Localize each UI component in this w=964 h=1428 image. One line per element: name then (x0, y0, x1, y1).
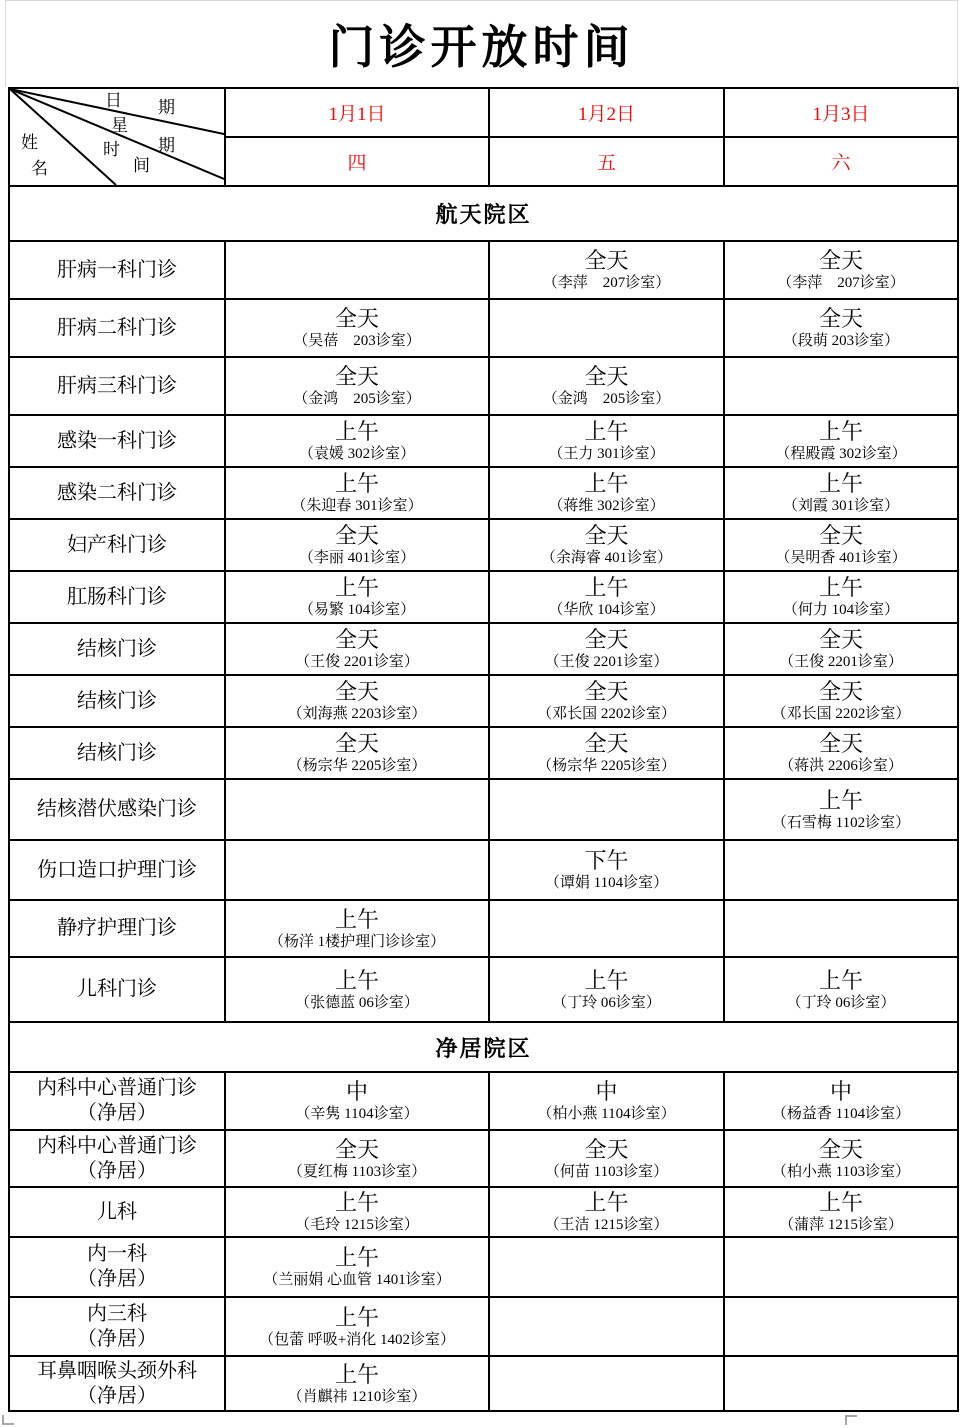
schedule-cell (724, 727, 958, 779)
section-title: 净居院区 (9, 1022, 958, 1072)
time-of-day-label: 全天 (334, 523, 379, 548)
schedule-cell (489, 840, 724, 900)
dept-label: 肝病二科门诊 (57, 316, 177, 339)
time-of-day-label: 上午 (818, 419, 863, 444)
weekday-header-2: 五 (489, 137, 724, 186)
dept-cell (9, 467, 225, 519)
schedule-cell (724, 571, 958, 623)
time-of-day-label: 上午 (818, 575, 863, 600)
schedule-cell (489, 779, 724, 840)
table-row (9, 241, 958, 299)
schedule-cell (489, 1130, 724, 1187)
schedule-cell (724, 623, 958, 675)
time-of-day-label: 全天 (818, 1136, 863, 1162)
schedule-cell (489, 357, 724, 415)
time-of-day-label: 中 (829, 1079, 852, 1104)
dept-cell (9, 840, 225, 900)
time-of-day-label: 上午 (584, 471, 629, 496)
doctor-room-label: （谭娟 1104诊室） (544, 875, 669, 891)
doctor-room-label: （刘海燕 2203诊室） (287, 706, 427, 722)
schedule-cell (225, 840, 489, 900)
doctor-room-label: （王俊 2201诊室） (779, 654, 903, 670)
corner-label-date-1: 日 (105, 91, 122, 110)
schedule-cell (225, 519, 489, 571)
dept-label: 肛肠科门诊 (67, 585, 167, 608)
schedule-cell (225, 299, 489, 357)
schedule-cell (724, 1237, 958, 1297)
doctor-room-label: （杨宗华 2205诊室） (537, 758, 676, 774)
doctor-room-label: （王俊 2201诊室） (544, 654, 669, 670)
table-row (9, 467, 958, 519)
doctor-room-label: （杨宗华 2205诊室） (287, 758, 427, 774)
time-of-day-label: 全天 (334, 679, 379, 704)
dept-cell (9, 1297, 225, 1356)
time-of-day-label: 全天 (584, 731, 629, 756)
schedule-cell (225, 1356, 489, 1411)
doctor-room-label: （金鸿 205诊室） (542, 391, 671, 407)
dept-label: 儿科 (97, 1200, 137, 1223)
time-of-day-label: 中 (345, 1079, 368, 1104)
table-row (9, 623, 958, 675)
schedule-cell (724, 241, 958, 299)
schedule-cell (724, 415, 958, 467)
doctor-room-label: （金鸿 205诊室） (293, 391, 421, 407)
dept-label: （净居） (77, 1159, 157, 1182)
doctor-room-label: （李丽 401诊室） (298, 550, 416, 566)
schedule-cell (489, 1187, 724, 1237)
date-header-2: 1月2日 (489, 88, 724, 137)
dept-cell (9, 357, 225, 415)
dept-label: 伤口造口护理门诊 (37, 858, 197, 881)
table-header (9, 88, 958, 186)
doctor-room-label: （丁玲 06诊室） (552, 994, 661, 1011)
schedule-cell (724, 779, 958, 840)
doctor-room-label: （包蕾 呼吸+消化 1402诊室） (259, 1331, 455, 1348)
schedule-cell (225, 1237, 489, 1297)
doctor-room-label: （王力 301诊室） (548, 446, 665, 462)
dept-cell (9, 1237, 225, 1297)
dept-cell (9, 571, 225, 623)
dept-cell (9, 1356, 225, 1411)
schedule-cell (724, 357, 958, 415)
schedule-cell (489, 1356, 724, 1411)
doctor-room-label: （毛玲 1215诊室） (295, 1217, 419, 1233)
time-of-day-label: 下午 (584, 848, 629, 873)
schedule-cell (225, 779, 489, 840)
doctor-room-label: （华欣 104诊室） (548, 602, 665, 618)
dept-label: （净居） (77, 1102, 157, 1124)
dept-label: 儿科门诊 (77, 978, 157, 1000)
time-of-day-label: 上午 (334, 1304, 379, 1330)
time-of-day-label: 上午 (818, 967, 863, 993)
time-of-day-label: 上午 (334, 1245, 379, 1270)
schedule-cell (225, 623, 489, 675)
schedule-cell (225, 415, 489, 467)
time-of-day-label: 全天 (584, 248, 629, 273)
schedule-cell (489, 571, 724, 623)
table-row (9, 779, 958, 840)
schedule-cell (489, 727, 724, 779)
time-of-day-label: 上午 (584, 419, 629, 444)
dept-cell (9, 299, 225, 357)
doctor-room-label: （柏小燕 1103诊室） (771, 1163, 911, 1180)
table-row (9, 840, 958, 900)
time-of-day-label: 全天 (818, 248, 863, 273)
schedule-cell (724, 1297, 958, 1356)
dept-label: 静疗护理门诊 (57, 917, 177, 939)
doctor-room-label: （刘霞 301诊室） (782, 498, 900, 514)
time-of-day-label: 上午 (584, 967, 629, 993)
time-of-day-label: 全天 (818, 523, 863, 548)
doctor-room-label: （丁玲 06诊室） (786, 994, 896, 1011)
schedule-cell (724, 840, 958, 900)
schedule-cell (225, 571, 489, 623)
schedule-cell (489, 1237, 724, 1297)
dept-cell (9, 900, 225, 957)
corner-label-name-1: 姓 (21, 133, 38, 152)
schedule-cell (724, 1187, 958, 1237)
schedule-cell (724, 957, 958, 1022)
page-title: 门诊开放时间 (328, 22, 635, 73)
schedule-cell (225, 1297, 489, 1356)
time-of-day-label: 中 (595, 1079, 618, 1104)
dept-cell (9, 957, 225, 1022)
dept-label: 结核门诊 (77, 637, 157, 660)
dept-label: 妇产科门诊 (67, 533, 167, 556)
dept-label: 感染二科门诊 (57, 481, 177, 504)
time-of-day-label: 全天 (334, 1136, 379, 1162)
time-of-day-label: 上午 (584, 575, 629, 600)
dept-label: 耳鼻咽喉头颈外科 (37, 1359, 197, 1382)
doctor-room-label: （何力 104诊室） (782, 602, 900, 618)
dept-cell (9, 241, 225, 299)
time-of-day-label: 全天 (818, 306, 863, 331)
time-of-day-label: 全天 (334, 364, 379, 389)
table-row (9, 1297, 958, 1356)
section-header-row (9, 1022, 958, 1072)
campus-section (9, 1022, 958, 1411)
date-header-3: 1月3日 (724, 88, 958, 137)
schedule-cell (489, 900, 724, 957)
schedule-cell (225, 1072, 489, 1130)
schedule-cell (225, 1130, 489, 1187)
dept-label: 肝病三科门诊 (57, 374, 177, 397)
doctor-room-label: （夏红梅 1103诊室） (287, 1163, 427, 1180)
doctor-room-label: （张德蓝 06诊室） (295, 994, 419, 1011)
doctor-room-label: （肖麒祎 1210诊室） (287, 1388, 427, 1405)
table-row (9, 519, 958, 571)
dept-label: （净居） (77, 1268, 157, 1290)
schedule-cell (489, 467, 724, 519)
doctor-room-label: （王洁 1215诊室） (544, 1217, 669, 1233)
table-row (9, 1072, 958, 1130)
schedule-cell (489, 1297, 724, 1356)
doctor-room-label: （吴蓓 203诊室） (293, 333, 421, 349)
table-row (9, 1130, 958, 1187)
time-of-day-label: 全天 (584, 627, 629, 652)
schedule-cell (225, 675, 489, 727)
doctor-room-label: （李萍 207诊室） (777, 275, 905, 291)
dept-label: 内科中心普通门诊 (37, 1134, 197, 1157)
schedule-cell (724, 1072, 958, 1130)
doctor-room-label: （李萍 207诊室） (542, 275, 671, 291)
corner-label-time-1: 时 (103, 140, 120, 159)
table-row (9, 1187, 958, 1237)
time-of-day-label: 全天 (334, 306, 379, 331)
doctor-room-label: （石雪梅 1102诊室） (771, 814, 911, 831)
time-of-day-label: 全天 (584, 679, 629, 704)
doctor-room-label: （蒋维 302诊室） (548, 498, 665, 514)
doctor-room-label: （兰丽娟 心血管 1401诊室） (263, 1272, 451, 1288)
schedule-cell (724, 1130, 958, 1187)
doctor-room-label: （程殿霞 302诊室） (775, 446, 907, 462)
schedule-cell (724, 900, 958, 957)
table-row (9, 299, 958, 357)
table-row (9, 1356, 958, 1411)
time-of-day-label: 上午 (818, 471, 863, 496)
schedule-cell (489, 1072, 724, 1130)
schedule-cell (225, 957, 489, 1022)
section-title: 航天院区 (9, 186, 958, 241)
schedule-cell (724, 1356, 958, 1411)
time-of-day-label: 上午 (334, 419, 379, 444)
corner-label-date-2: 期 (158, 98, 175, 117)
table-row (9, 957, 958, 1022)
time-of-day-label: 上午 (334, 471, 379, 496)
time-of-day-label: 全天 (818, 679, 863, 704)
schedule-cell (724, 467, 958, 519)
schedule-cell (489, 299, 724, 357)
time-of-day-label: 全天 (818, 627, 863, 652)
schedule-cell (489, 957, 724, 1022)
table-row (9, 727, 958, 779)
page-break-mark (2, 1415, 14, 1425)
dept-label: 内科中心普通门诊 (37, 1077, 197, 1099)
corner-label-name-2: 名 (31, 159, 48, 178)
schedule-cell (225, 241, 489, 299)
doctor-room-label: （杨洋 1楼护理门诊诊室） (268, 933, 446, 950)
corner-cell (9, 88, 225, 186)
corner-label-time-2: 间 (133, 156, 150, 175)
time-of-day-label: 全天 (334, 731, 379, 756)
schedule-cell (489, 519, 724, 571)
schedule-cell (225, 900, 489, 957)
dept-label: 内三科 (87, 1302, 147, 1325)
dept-cell (9, 519, 225, 571)
doctor-room-label: （吴明香 401诊室） (775, 550, 907, 566)
schedule-table (8, 87, 959, 1412)
time-of-day-label: 上午 (334, 906, 379, 932)
dept-cell (9, 675, 225, 727)
doctor-room-label: （朱迎春 301诊室） (291, 498, 423, 514)
doctor-room-label: （段萌 203诊室） (782, 333, 900, 349)
schedule-cell (225, 357, 489, 415)
dept-label: （净居） (77, 1384, 157, 1407)
corner-label-week-1: 星 (111, 116, 128, 135)
schedule-cell (489, 675, 724, 727)
doctor-room-label: （余海睿 401诊室） (540, 550, 673, 566)
dept-label: 结核门诊 (77, 741, 157, 764)
weekday-header-3: 六 (724, 137, 958, 186)
doctor-room-label: （蒋洪 2206诊室） (779, 758, 903, 774)
dept-label: 肝病一科门诊 (57, 258, 177, 281)
time-of-day-label: 上午 (334, 575, 379, 600)
schedule-cell (225, 727, 489, 779)
doctor-room-label: （柏小燕 1104诊室） (537, 1106, 676, 1122)
schedule-cell (489, 241, 724, 299)
dept-cell (9, 1187, 225, 1237)
time-of-day-label: 全天 (584, 523, 629, 548)
schedule-cell (724, 299, 958, 357)
time-of-day-label: 上午 (334, 1190, 379, 1215)
dept-label: 结核潜伏感染门诊 (37, 798, 197, 820)
time-of-day-label: 上午 (584, 1190, 629, 1215)
doctor-room-label: （邓长国 2202诊室） (537, 706, 676, 722)
table-row (9, 1237, 958, 1297)
dept-cell (9, 1072, 225, 1130)
section-header-row (9, 186, 958, 241)
dept-cell (9, 727, 225, 779)
table-row (9, 675, 958, 727)
schedule-cell (225, 1187, 489, 1237)
date-header-row (9, 88, 958, 137)
doctor-room-label: （易繁 104诊室） (298, 602, 416, 618)
time-of-day-label: 全天 (818, 731, 863, 756)
schedule-cell (724, 675, 958, 727)
doctor-room-label: （辛隽 1104诊室） (295, 1106, 419, 1122)
dept-cell (9, 779, 225, 840)
time-of-day-label: 全天 (584, 1136, 629, 1162)
doctor-room-label: （蒲萍 1215诊室） (779, 1217, 903, 1233)
time-of-day-label: 上午 (818, 787, 863, 813)
table-row (9, 415, 958, 467)
doctor-room-label: （杨益香 1104诊室） (771, 1106, 911, 1122)
dept-label: 结核门诊 (77, 689, 157, 712)
doctor-room-label: （袁媛 302诊室） (298, 446, 416, 462)
time-of-day-label: 上午 (818, 1190, 863, 1215)
time-of-day-label: 上午 (334, 1361, 379, 1387)
doctor-room-label: （王俊 2201诊室） (295, 654, 419, 670)
time-of-day-label: 全天 (584, 364, 629, 389)
dept-cell (9, 415, 225, 467)
title-block (5, 0, 958, 87)
weekday-header-1: 四 (225, 137, 489, 186)
table-row (9, 571, 958, 623)
schedule-cell (489, 623, 724, 675)
schedule-cell (489, 415, 724, 467)
table-row (9, 900, 958, 957)
schedule-cell (724, 519, 958, 571)
dept-cell (9, 1130, 225, 1187)
page-break-mark (845, 1415, 857, 1425)
dept-cell (9, 623, 225, 675)
schedule-cell (225, 467, 489, 519)
time-of-day-label: 全天 (334, 627, 379, 652)
date-header-1: 1月1日 (225, 88, 489, 137)
corner-label-week-2: 期 (158, 136, 175, 155)
doctor-room-label: （邓长国 2202诊室） (771, 706, 911, 722)
dept-label: 感染一科门诊 (57, 429, 177, 452)
dept-label: （净居） (77, 1327, 157, 1350)
time-of-day-label: 上午 (334, 967, 379, 993)
campus-section (9, 186, 958, 1022)
doctor-room-label: （何苗 1103诊室） (544, 1163, 669, 1180)
dept-label: 内一科 (87, 1243, 147, 1265)
table-row (9, 357, 958, 415)
